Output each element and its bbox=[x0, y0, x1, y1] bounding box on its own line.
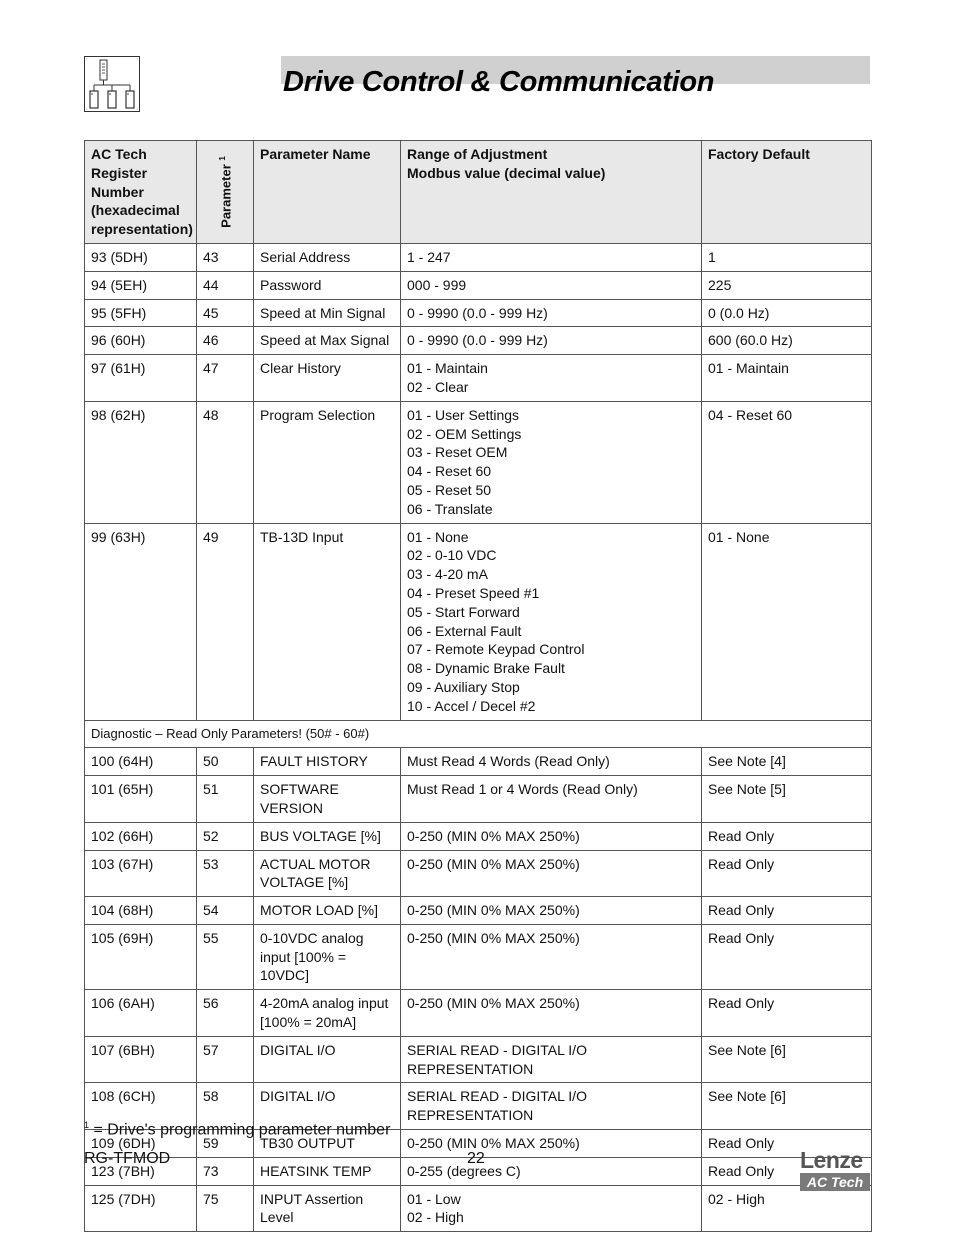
cell-parameter: 56 bbox=[197, 990, 254, 1037]
table-row bbox=[85, 1185, 872, 1232]
cell-range: 0 - 9990 (0.0 - 999 Hz) bbox=[401, 299, 702, 327]
brand-name: Lenze bbox=[800, 1147, 863, 1173]
cell-register: 105 (69H) bbox=[85, 924, 197, 989]
cell-name: MOTOR LOAD [%] bbox=[254, 897, 401, 925]
cell-range: 0-250 (MIN 0% MAX 250%) bbox=[401, 897, 702, 925]
table-row bbox=[85, 897, 872, 925]
cell-range: 01 - Low 02 - High bbox=[401, 1185, 702, 1232]
cell-name: SOFTWARE VERSION bbox=[254, 776, 401, 823]
cell-default: Read Only bbox=[702, 897, 872, 925]
cell-parameter: 50 bbox=[197, 748, 254, 776]
table-row bbox=[85, 990, 872, 1037]
cell-default: Read Only bbox=[702, 1130, 872, 1158]
cell-parameter: 46 bbox=[197, 327, 254, 355]
table-row bbox=[85, 1036, 872, 1083]
cell-default: See Note [4] bbox=[702, 748, 872, 776]
cell-name: DIGITAL I/O bbox=[254, 1036, 401, 1083]
cell-parameter: 44 bbox=[197, 271, 254, 299]
header-range: Range of Adjustment Modbus value (decimal value) bbox=[401, 141, 702, 244]
cell-register: 108 (6CH) bbox=[85, 1083, 197, 1130]
cell-parameter: 58 bbox=[197, 1083, 254, 1130]
cell-parameter: 73 bbox=[197, 1157, 254, 1185]
header-register: AC Tech Register Number (hexadecimal representation) bbox=[85, 141, 197, 244]
cell-parameter: 57 bbox=[197, 1036, 254, 1083]
cell-default: See Note [6] bbox=[702, 1083, 872, 1130]
cell-parameter: 45 bbox=[197, 299, 254, 327]
cell-parameter: 49 bbox=[197, 523, 254, 720]
cell-name: FAULT HISTORY bbox=[254, 748, 401, 776]
cell-parameter: 75 bbox=[197, 1185, 254, 1232]
cell-default: 01 - Maintain bbox=[702, 355, 872, 402]
cell-range: 01 - User Settings 02 - OEM Settings 03 - Reset OEM 04 - Reset 60 05 - Reset 50 06 - Translate bbox=[401, 401, 702, 523]
cell-range: 000 - 999 bbox=[401, 271, 702, 299]
brand-logo bbox=[800, 1148, 870, 1191]
table-body bbox=[85, 243, 872, 1231]
page-title: Drive Control & Communication bbox=[283, 66, 715, 98]
cell-name: Serial Address bbox=[254, 243, 401, 271]
cell-range: SERIAL READ - DIGITAL I/O REPRESENTATION bbox=[401, 1083, 702, 1130]
table-row bbox=[85, 822, 872, 850]
cell-register: 100 (64H) bbox=[85, 748, 197, 776]
cell-register: 107 (6BH) bbox=[85, 1036, 197, 1083]
table-row bbox=[85, 243, 872, 271]
cell-range: 0 - 9990 (0.0 - 999 Hz) bbox=[401, 327, 702, 355]
cell-name: INPUT Assertion Level bbox=[254, 1185, 401, 1232]
table-row bbox=[85, 355, 872, 402]
cell-range: 0-255 (degrees C) bbox=[401, 1157, 702, 1185]
header-parameter bbox=[197, 141, 254, 244]
cell-name: Speed at Max Signal bbox=[254, 327, 401, 355]
cell-default: Read Only bbox=[702, 850, 872, 897]
cell-default: 225 bbox=[702, 271, 872, 299]
table-header-row bbox=[85, 141, 872, 244]
cell-name: DIGITAL I/O bbox=[254, 1083, 401, 1130]
cell-default: Read Only bbox=[702, 990, 872, 1037]
cell-name: 0-10VDC analog input [100% = 10VDC] bbox=[254, 924, 401, 989]
section-header-row bbox=[85, 720, 872, 748]
footnote bbox=[84, 1120, 390, 1139]
cell-register: 125 (7DH) bbox=[85, 1185, 197, 1232]
cell-default: See Note [6] bbox=[702, 1036, 872, 1083]
cell-register: 101 (65H) bbox=[85, 776, 197, 823]
cell-parameter: 59 bbox=[197, 1130, 254, 1158]
section-label: Diagnostic – Read Only Parameters! (50# - 60#) bbox=[85, 720, 872, 748]
cell-default: 01 - None bbox=[702, 523, 872, 720]
document-id: RG-TFMOD bbox=[84, 1150, 171, 1167]
drive-network-icon bbox=[84, 56, 140, 112]
cell-range: Must Read 1 or 4 Words (Read Only) bbox=[401, 776, 702, 823]
cell-register: 102 (66H) bbox=[85, 822, 197, 850]
cell-default: 04 - Reset 60 bbox=[702, 401, 872, 523]
cell-name: Password bbox=[254, 271, 401, 299]
parameter-table bbox=[84, 140, 872, 1232]
cell-parameter: 53 bbox=[197, 850, 254, 897]
cell-register: 103 (67H) bbox=[85, 850, 197, 897]
cell-register: 95 (5FH) bbox=[85, 299, 197, 327]
cell-default: 600 (60.0 Hz) bbox=[702, 327, 872, 355]
cell-name: Program Selection bbox=[254, 401, 401, 523]
cell-name: HEATSINK TEMP bbox=[254, 1157, 401, 1185]
page-number: 22 bbox=[467, 1150, 485, 1167]
cell-name: BUS VOLTAGE [%] bbox=[254, 822, 401, 850]
header-name: Parameter Name bbox=[254, 141, 401, 244]
cell-range: 0-250 (MIN 0% MAX 250%) bbox=[401, 990, 702, 1037]
cell-parameter: 48 bbox=[197, 401, 254, 523]
cell-register: 99 (63H) bbox=[85, 523, 197, 720]
cell-parameter: 52 bbox=[197, 822, 254, 850]
cell-register: 97 (61H) bbox=[85, 355, 197, 402]
cell-register: 123 (7BH) bbox=[85, 1157, 197, 1185]
header-parameter-footnote-mark: 1 bbox=[217, 155, 227, 161]
table-row bbox=[85, 850, 872, 897]
cell-range: 01 - Maintain 02 - Clear bbox=[401, 355, 702, 402]
cell-register: 109 (6DH) bbox=[85, 1130, 197, 1158]
cell-range: Must Read 4 Words (Read Only) bbox=[401, 748, 702, 776]
cell-default: 02 - High bbox=[702, 1185, 872, 1232]
cell-name: Speed at Min Signal bbox=[254, 299, 401, 327]
cell-name: ACTUAL MOTOR VOLTAGE [%] bbox=[254, 850, 401, 897]
cell-range: 0-250 (MIN 0% MAX 250%) bbox=[401, 822, 702, 850]
cell-parameter: 43 bbox=[197, 243, 254, 271]
cell-range: 0-250 (MIN 0% MAX 250%) bbox=[401, 850, 702, 897]
table-row bbox=[85, 748, 872, 776]
cell-register: 96 (60H) bbox=[85, 327, 197, 355]
cell-default: 1 bbox=[702, 243, 872, 271]
cell-parameter: 47 bbox=[197, 355, 254, 402]
cell-default: Read Only bbox=[702, 924, 872, 989]
cell-default: Read Only bbox=[702, 1157, 872, 1185]
cell-register: 94 (5EH) bbox=[85, 271, 197, 299]
table-row bbox=[85, 523, 872, 720]
cell-default: 0 (0.0 Hz) bbox=[702, 299, 872, 327]
cell-register: 93 (5DH) bbox=[85, 243, 197, 271]
brand-sub: AC Tech bbox=[800, 1173, 870, 1191]
header-default: Factory Default bbox=[702, 141, 872, 244]
cell-name: Clear History bbox=[254, 355, 401, 402]
cell-range: 0-250 (MIN 0% MAX 250%) bbox=[401, 924, 702, 989]
cell-default: See Note [5] bbox=[702, 776, 872, 823]
footnote-mark: 1 bbox=[84, 1120, 90, 1130]
table-row bbox=[85, 401, 872, 523]
cell-parameter: 55 bbox=[197, 924, 254, 989]
footnote-text: = Drive's programming parameter number bbox=[89, 1121, 391, 1139]
cell-parameter: 51 bbox=[197, 776, 254, 823]
cell-register: 104 (68H) bbox=[85, 897, 197, 925]
cell-name: TB-13D Input bbox=[254, 523, 401, 720]
table-row bbox=[85, 271, 872, 299]
cell-range: 01 - None 02 - 0-10 VDC 03 - 4-20 mA 04 - Preset Speed #1 05 - Start Forward 06 - External Fault 07 - Remote Keypad Control 08 - Dynamic Brake Fault 09 - Auxiliary Stop 10 - Accel / Decel #2 bbox=[401, 523, 702, 720]
header-parameter-label: Parameter bbox=[218, 163, 234, 228]
cell-parameter: 54 bbox=[197, 897, 254, 925]
cell-name: 4-20mA analog input [100% = 20mA] bbox=[254, 990, 401, 1037]
cell-name: TB30 OUTPUT bbox=[254, 1130, 401, 1158]
cell-register: 98 (62H) bbox=[85, 401, 197, 523]
table-row bbox=[85, 299, 872, 327]
cell-default: Read Only bbox=[702, 822, 872, 850]
cell-register: 106 (6AH) bbox=[85, 990, 197, 1037]
table-row bbox=[85, 924, 872, 989]
cell-range: SERIAL READ - DIGITAL I/O REPRESENTATION bbox=[401, 1036, 702, 1083]
table-row bbox=[85, 776, 872, 823]
table-row bbox=[85, 327, 872, 355]
cell-range: 0-250 (MIN 0% MAX 250%) bbox=[401, 1130, 702, 1158]
cell-range: 1 - 247 bbox=[401, 243, 702, 271]
